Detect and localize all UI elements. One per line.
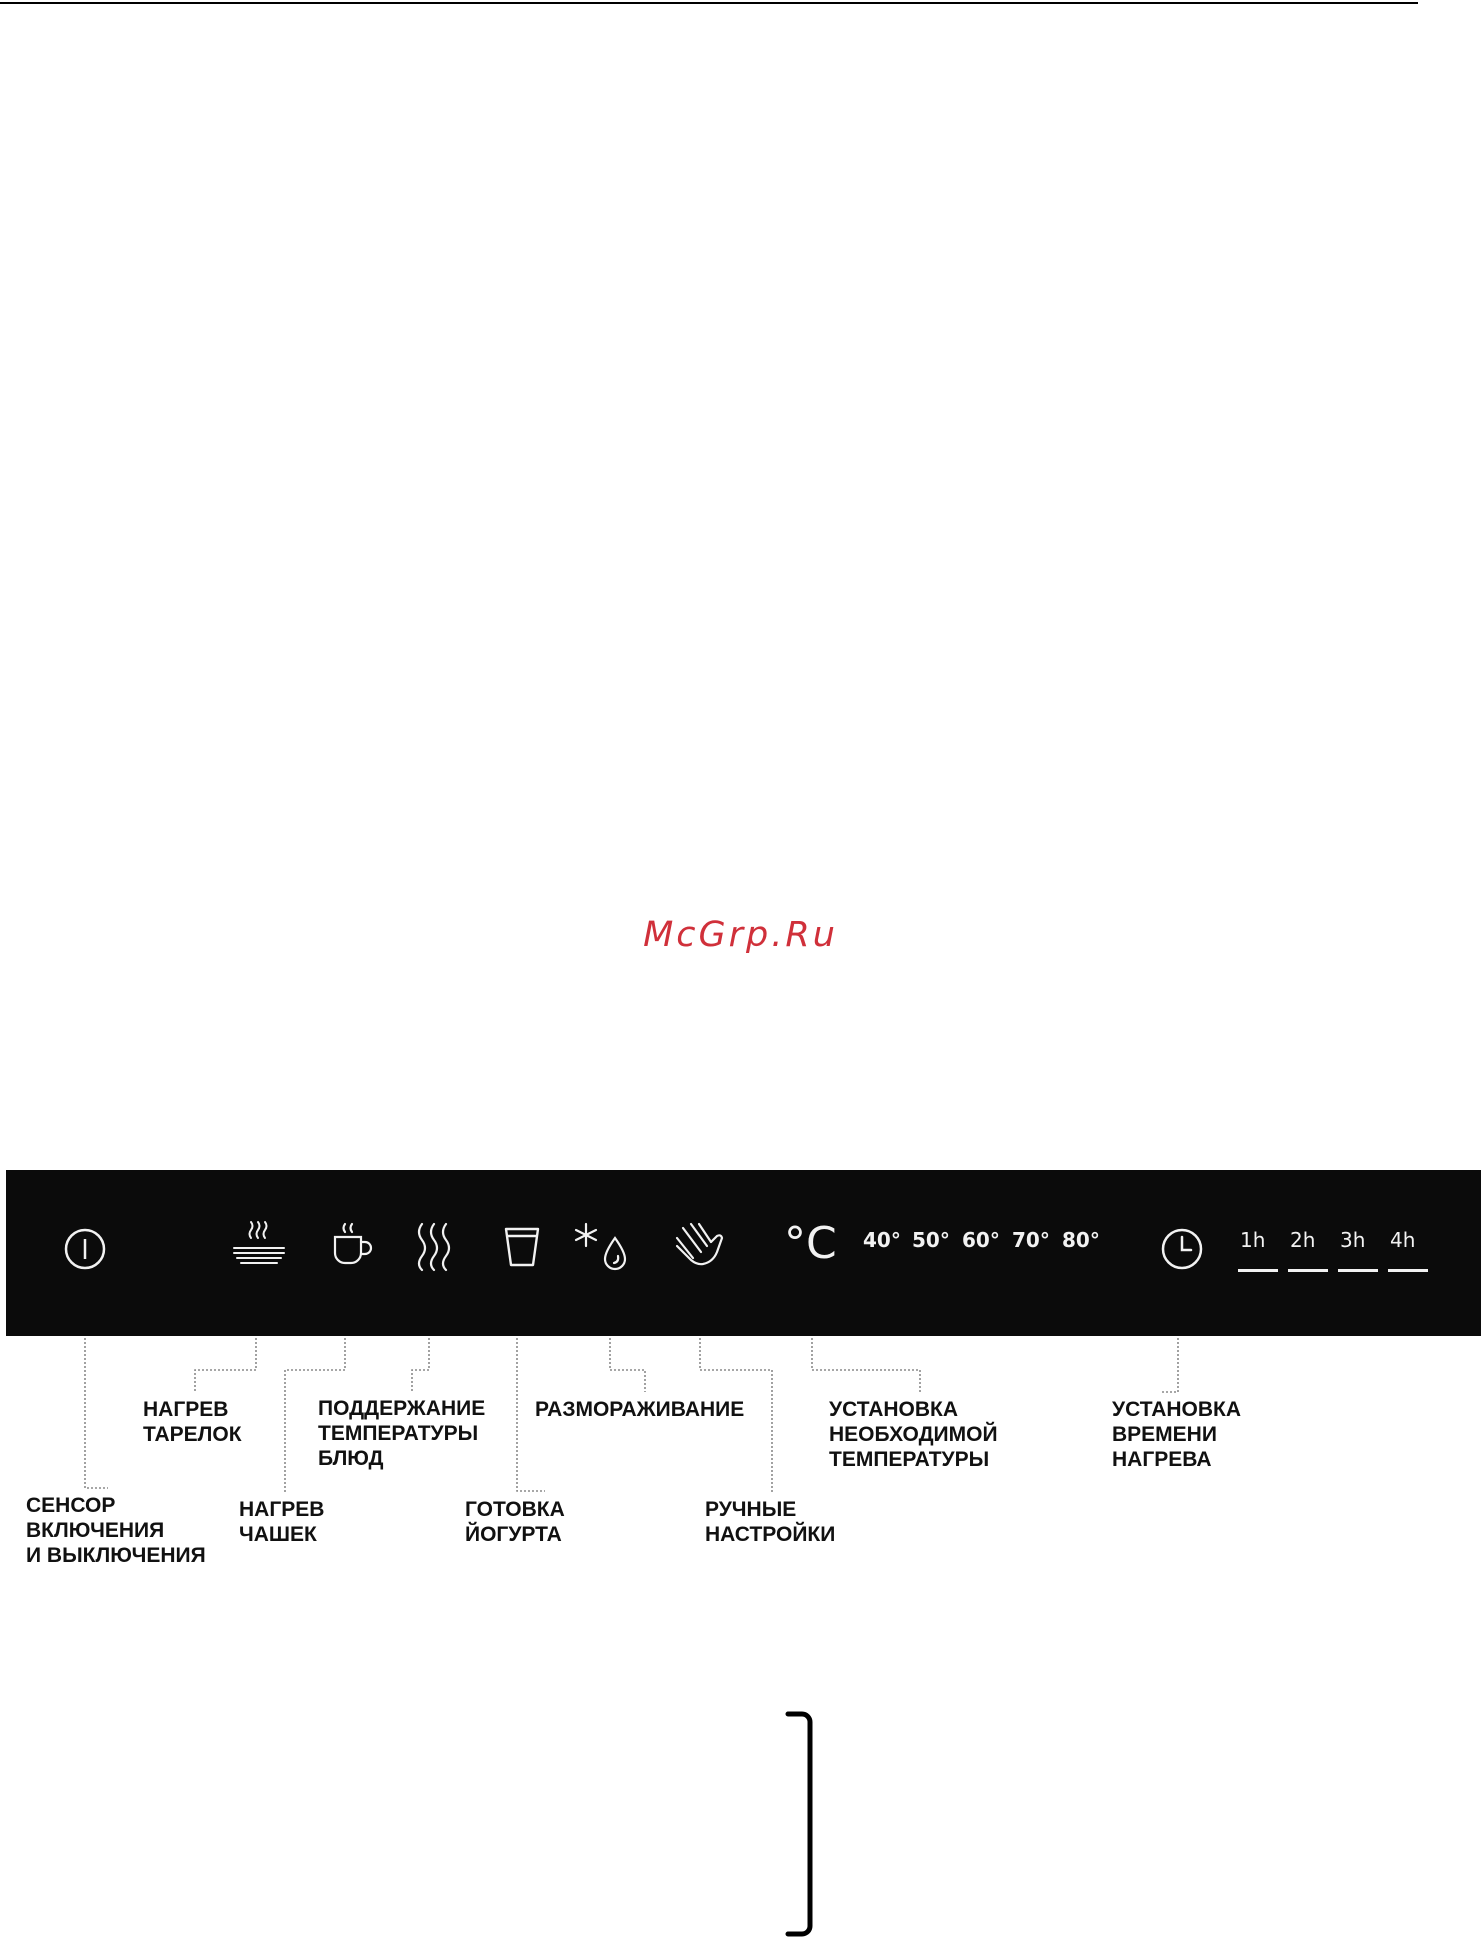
celsius-icon[interactable]: °C	[784, 1218, 837, 1269]
keep-warm-icon[interactable]	[412, 1220, 458, 1274]
leader-plates	[195, 1338, 256, 1392]
label-plate-warming: НАГРЕВ ТАРЕЛОК	[143, 1398, 242, 1446]
manual-hand-icon[interactable]	[669, 1218, 729, 1276]
label-manual-settings: РУЧНЫЕ НАСТРОЙКИ	[705, 1498, 836, 1546]
label-time-setting: УСТАНОВКА ВРЕМЕНИ НАГРЕВА	[1112, 1398, 1242, 1471]
hour-4h[interactable]: 4h	[1390, 1228, 1416, 1252]
plate-warming-icon[interactable]	[231, 1220, 287, 1274]
temp-80[interactable]: 80°	[1062, 1228, 1100, 1252]
label-yogurt: ГОТОВКА ЙОГУРТА	[465, 1498, 565, 1546]
watermark: McGrp.Ru	[643, 915, 838, 955]
yogurt-cup-icon[interactable]	[500, 1223, 544, 1273]
label-temperature-setting: УСТАНОВКА НЕОБХОДИМОЙ ТЕМПЕРАТУРЫ	[829, 1398, 998, 1471]
closing-bracket	[780, 1708, 820, 1942]
leader-power	[85, 1338, 108, 1488]
clock-icon[interactable]	[1159, 1226, 1205, 1272]
defrost-icon[interactable]	[572, 1220, 634, 1276]
hour-3h-indicator	[1338, 1269, 1378, 1272]
label-power-sensor: СЕНСОР ВКЛЮЧЕНИЯ И ВЫКЛЮЧЕНИЯ	[26, 1494, 206, 1567]
leader-temperature	[812, 1338, 920, 1392]
leader-keep-warm	[412, 1338, 429, 1392]
leader-time	[1160, 1338, 1178, 1392]
cup-warming-icon[interactable]	[328, 1220, 380, 1274]
hour-2h[interactable]: 2h	[1290, 1228, 1316, 1252]
hour-3h[interactable]: 3h	[1340, 1228, 1366, 1252]
temp-50[interactable]: 50°	[912, 1228, 950, 1252]
hour-2h-indicator	[1288, 1269, 1328, 1272]
label-keep-warm: ПОДДЕРЖАНИЕ ТЕМПЕРАТУРЫ БЛЮД	[318, 1397, 486, 1470]
hour-1h[interactable]: 1h	[1240, 1228, 1266, 1252]
top-rule	[0, 2, 1418, 4]
temp-40[interactable]: 40°	[863, 1228, 901, 1252]
control-panel	[6, 1170, 1481, 1336]
leader-defrost	[610, 1338, 645, 1392]
temp-70[interactable]: 70°	[1012, 1228, 1050, 1252]
hour-1h-indicator	[1238, 1269, 1278, 1272]
power-icon[interactable]	[62, 1226, 108, 1272]
label-cup-warming: НАГРЕВ ЧАШЕК	[239, 1498, 325, 1546]
label-defrost: РАЗМОРАЖИВАНИЕ	[535, 1398, 745, 1421]
hour-4h-indicator	[1388, 1269, 1428, 1272]
temp-60[interactable]: 60°	[962, 1228, 1000, 1252]
